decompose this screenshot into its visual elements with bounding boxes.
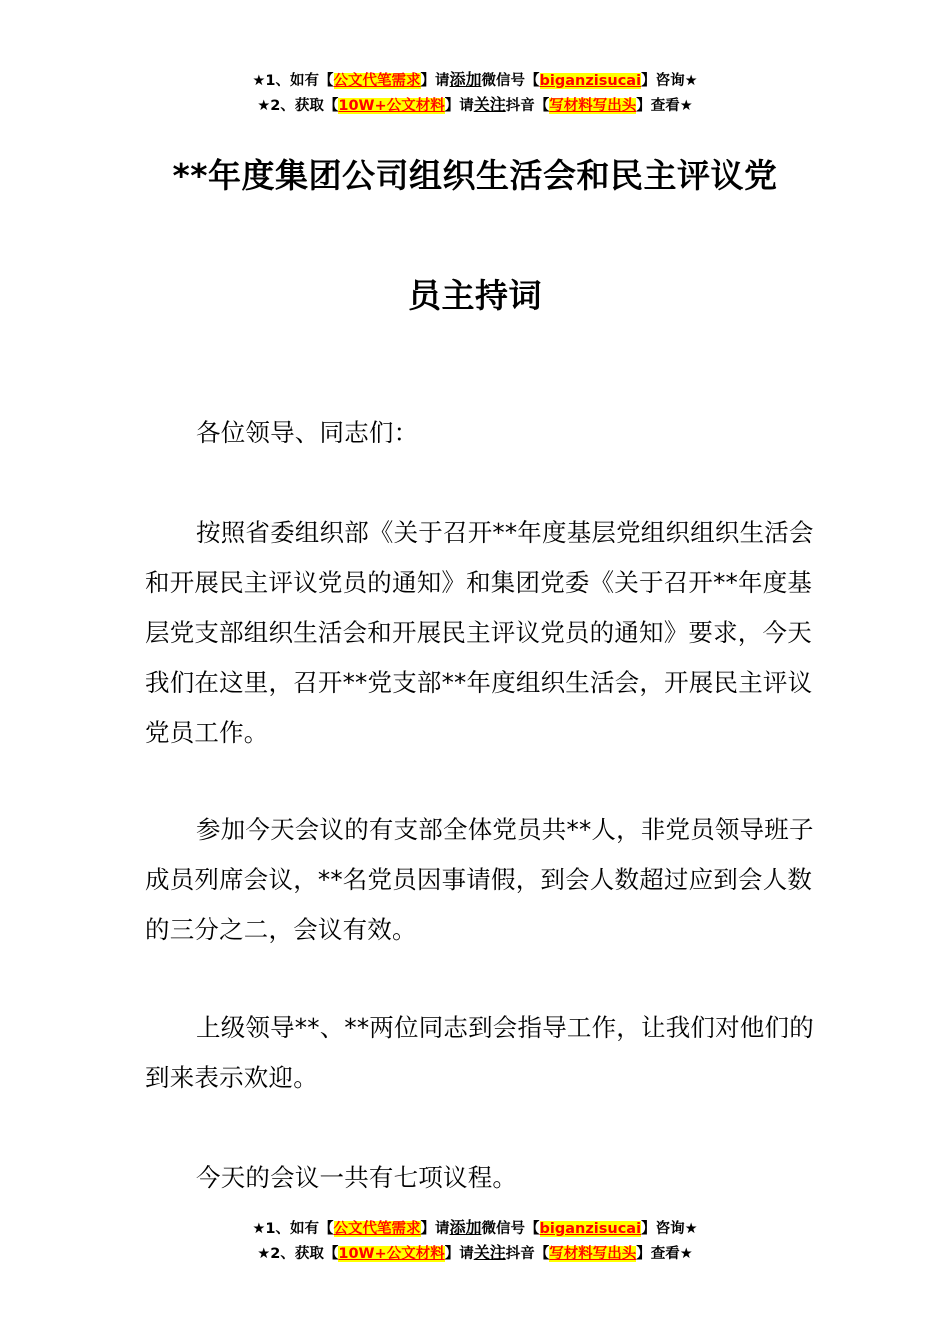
promo-line-2	[0, 1241, 950, 1266]
promo-highlight: 公文代笔需求	[333, 1221, 421, 1237]
promo-underlined-text: 添加	[449, 70, 482, 89]
promo-underlined-text: 关注	[473, 1243, 506, 1262]
promo-line-1	[0, 68, 950, 93]
promo-text: ★1、如有【	[252, 73, 334, 89]
body-paragraph: 今天的会议一共有七项议程。	[196, 1163, 518, 1192]
promo-underlined-text: 添加	[449, 1218, 482, 1237]
promo-text: 】查看★	[636, 1246, 693, 1262]
promo-text: ★2、获取【	[257, 98, 339, 114]
promo-text: 】请	[444, 98, 474, 114]
promo-text: 抖音【	[505, 1246, 550, 1262]
paragraph-block	[145, 805, 825, 955]
paragraph-block	[145, 508, 825, 758]
promo-text: 微信号【	[481, 1221, 540, 1237]
document-title-line-1: **年度集团公司组织生活会和民主评议党	[172, 156, 778, 195]
body-paragraph: 按照省委组织部《关于召开**年度基层党组织组织生活会和开展民主评议党员的通知》和集团党委《关于召开**年度基层党支部组织生活会和开展民主评议党员的通知》要求，今天我们在这里，召开**党支部**年度组织生活会，开展民主评议党员工作。	[145, 518, 814, 747]
body-paragraph: 参加今天会议的有支部全体党员共**人，非党员领导班子成员列席会议，**名党员因事请假，到会人数超过应到会人数的三分之二，会议有效。	[145, 815, 814, 944]
document-title-line-2: 员主持词	[408, 276, 542, 315]
promo-text: 】请	[444, 1246, 474, 1262]
promo-text: 】请	[420, 73, 450, 89]
promo-highlight: 公文代笔需求	[333, 73, 421, 89]
footer-promo-banner	[0, 1216, 950, 1266]
wechat-id-highlight: biganzisucai	[539, 1221, 642, 1237]
douyin-account-highlight: 写材料写出头	[549, 98, 637, 114]
promo-text: 】咨询★	[641, 1221, 698, 1237]
promo-line-2	[0, 93, 950, 118]
paragraph-block	[145, 1003, 825, 1103]
promo-text: 微信号【	[481, 73, 540, 89]
promo-text: 】请	[420, 1221, 450, 1237]
promo-underlined-text: 关注	[473, 95, 506, 114]
promo-text: 】咨询★	[641, 73, 698, 89]
promo-text: 】查看★	[636, 98, 693, 114]
promo-text: ★2、获取【	[257, 1246, 339, 1262]
promo-line-1	[0, 1216, 950, 1241]
promo-highlight: 10W+公文材料	[338, 1246, 445, 1262]
greeting-block	[145, 408, 825, 458]
douyin-account-highlight: 写材料写出头	[549, 1246, 637, 1262]
promo-text: 抖音【	[505, 98, 550, 114]
header-promo-banner	[0, 68, 950, 118]
wechat-id-highlight: biganzisucai	[539, 73, 642, 89]
paragraph-block	[145, 1153, 825, 1203]
body-paragraph: 上级领导**、**两位同志到会指导工作，让我们对他们的到来表示欢迎。	[145, 1013, 814, 1092]
promo-highlight: 10W+公文材料	[338, 98, 445, 114]
greeting: 各位领导、同志们：	[196, 418, 419, 447]
promo-text: ★1、如有【	[252, 1221, 334, 1237]
